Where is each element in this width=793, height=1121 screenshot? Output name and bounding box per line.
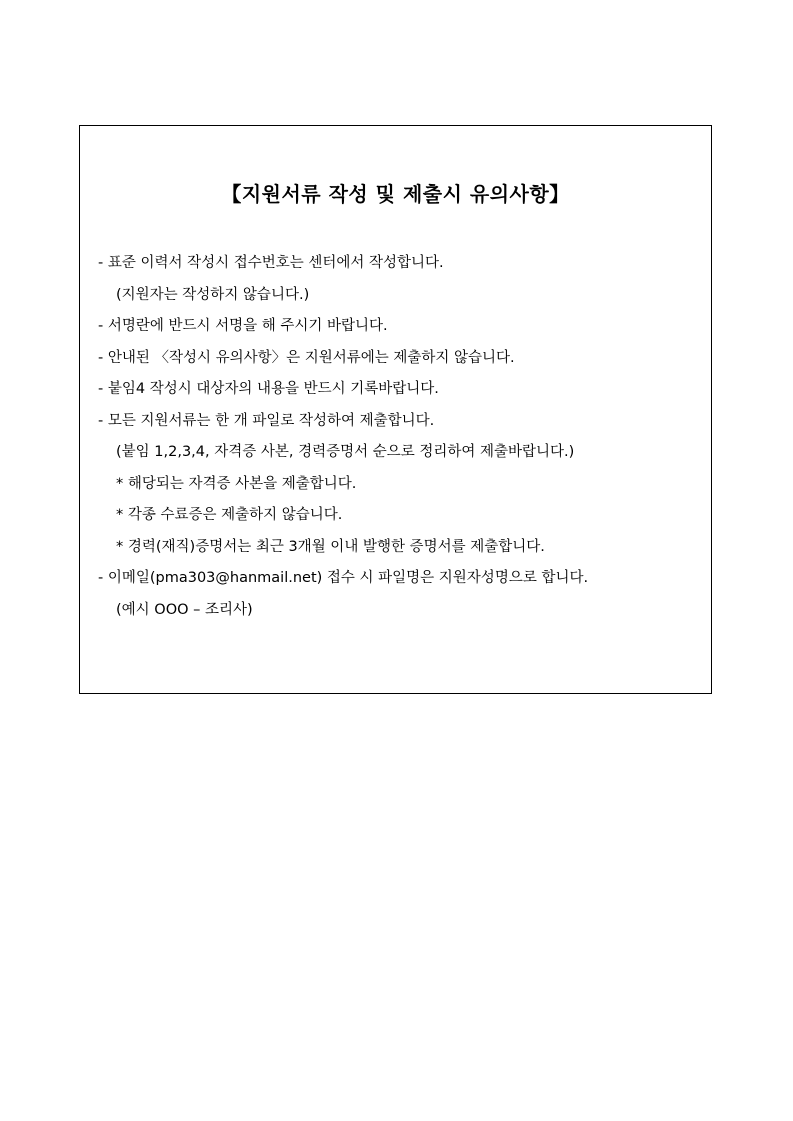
notice-line-single-file: - 모든 지원서류는 한 개 파일로 작성하여 제출합니다. [98,412,435,429]
notice-line-email-filename: - 이메일(pma303@hanmail.net) 접수 시 파일명은 지원자성명으로 합니다. [98,570,589,586]
notice-box [79,125,712,694]
notice-line-file-order: (붙임 1,2,3,4, 자격증 사본, 경력증명서 순으로 정리하여 제출바랍니다.) [116,444,575,460]
notice-title: 【지원서류 작성 및 제출시 유의사항】 [221,182,570,206]
notice-line-guide-not-submitted: - 안내된 〈작성시 유의사항〉은 지원서류에는 제출하지 않습니다. [98,349,515,366]
notice-list [98,248,701,626]
notice-line-filename-example: (예시 OOO – 조리사) [116,601,253,618]
notice-line-applicant-note: (지원자는 작성하지 않습니다.) [116,286,310,303]
notice-line-career-certificate: * 경력(재직)증명서는 최근 3개월 이내 발행한 증명서를 제출합니다. [116,538,545,555]
notice-line-signature: - 서명란에 반드시 서명을 해 주시기 바랍니다. [98,318,388,334]
notice-line-resume-number: - 표준 이력서 작성시 접수번호는 센터에서 작성합니다. [98,255,444,271]
notice-line-certificate-copy: * 해당되는 자격증 사본을 제출합니다. [116,475,357,492]
notice-line-attachment4: - 붙임4 작성시 대상자의 내용을 반드시 기록바랍니다. [98,381,439,397]
notice-line-completion-certificate: * 각종 수료증은 제출하지 않습니다. [116,507,343,523]
